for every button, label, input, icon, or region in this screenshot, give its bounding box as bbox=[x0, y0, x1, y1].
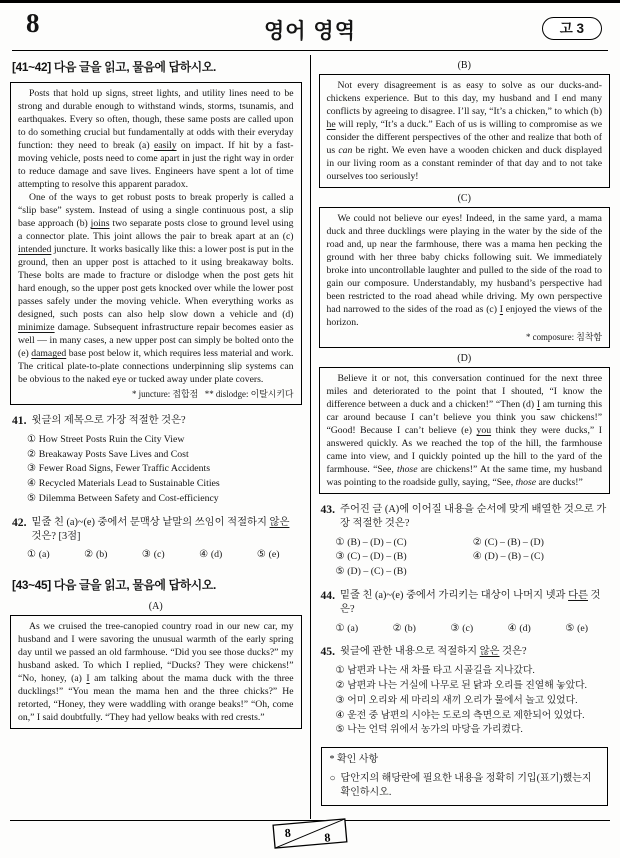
right-column bbox=[319, 55, 611, 819]
option-item bbox=[142, 548, 165, 563]
option-item bbox=[199, 548, 222, 563]
option-item bbox=[84, 548, 107, 563]
passage-d-box bbox=[319, 367, 611, 494]
passage-c-box bbox=[319, 207, 611, 348]
option-label: (d) bbox=[210, 549, 223, 561]
option-marker: ② bbox=[27, 448, 36, 460]
option-label: (d) bbox=[519, 622, 531, 634]
question-44-options bbox=[336, 622, 589, 637]
option-label: Dilemma Between Safety and Cost-efficiency bbox=[38, 492, 219, 504]
question-stem: 주어진 글 (A)에 이어질 내용을 순서에 맞게 배열한 것으로 가장 적절한 것은? bbox=[340, 504, 607, 529]
option-item bbox=[508, 622, 531, 637]
option-item bbox=[336, 709, 611, 724]
option-label: (b) bbox=[404, 622, 416, 634]
notice-text: 답안지의 해당란에 필요한 내용을 정확히 기입(표기)했는지 확인하시오. bbox=[340, 773, 592, 798]
passage-paragraph: Not every disagreement is as easy to solve as our ducks-and-chickens experience. But to this day, my husband and I end many conflicts by agreeing to disagree. I’ll say, “It’s a chicken,” to which (b) he will reply, “It’s a duck.” Each of us is willing to compromise as we consider the different perspectives of the other and realize that both of us can be right. We even have a wooden chicken and duck displayed in our living room as a constant reminder of that day and to not take ourselves too seriously! bbox=[326, 80, 602, 182]
passage-d-label: (D) bbox=[457, 353, 472, 364]
option-marker: ② bbox=[335, 679, 345, 691]
option-item bbox=[336, 536, 473, 551]
option-item bbox=[473, 550, 610, 565]
option-marker: ① bbox=[335, 665, 345, 677]
option-item bbox=[336, 622, 359, 637]
option-label: How Street Posts Ruin the City View bbox=[38, 433, 185, 445]
option-label: (e) bbox=[268, 549, 280, 561]
check-notice-box bbox=[321, 747, 609, 806]
option-item bbox=[27, 548, 50, 563]
passage-paragraph: One of the ways to get robust posts to break properly is called a “slip base” system. Instead of using a single continuous post, a slip base approach (b) joins two separate posts close to ground level using a connector plate. This joint allows the pair to break apart at an (c) intended juncture. It works basically like this: a lower post is put in the ground, then an upper post is attached to it using breakaway bolts. These bolts are made to fracture or dislodge when the post gets hit hard enough, so the upper post gets knocked over while the lower post passes safely under the moving vehicle. When everything works as designed, such posts can also help slow down a vehicle and (d) minimize damage. Subsequent infrastructure repair becomes easier as well — in many cases, a new upper post can simply be bolted onto the (e) damaged base post below it, which requires less material and work. The critical plate-to-plate connections underpinning slip systems can be obvious to the naked eye or tucked away under plate covers. bbox=[18, 192, 294, 385]
option-marker: ③ bbox=[335, 694, 345, 706]
option-marker: ④ bbox=[335, 709, 345, 721]
option-label: (c) bbox=[153, 549, 165, 561]
question-41-options bbox=[27, 433, 302, 507]
question-44 bbox=[321, 589, 611, 636]
option-item bbox=[565, 622, 588, 637]
option-marker: ④ bbox=[472, 551, 482, 563]
page-number: 8 bbox=[26, 8, 40, 38]
option-label: (a) bbox=[347, 622, 359, 634]
option-label: (a) bbox=[38, 549, 50, 561]
option-marker: ② bbox=[472, 536, 482, 548]
passage-paragraph: As we cruised the tree-canopied country road in our new car, my husband and I were savoring the unusual warmth of the early spring day until we passed an old farmhouse. “Did you see those ducks?” my husband asked. To which I replied, “Ducks? They were chickens!” “No, honey, (a) I am talking about the mama duck with the three ducklings!” “You mean the mama hen and the three chicks?” He retorted, “Honey, they were waddling with orange beaks!” “Oh, come on,” I said doubtfully. “They had yellow beaks with red crests.” bbox=[18, 621, 294, 724]
left-column bbox=[10, 55, 302, 819]
question-43-options bbox=[336, 536, 611, 580]
two-column-body bbox=[10, 55, 610, 819]
option-item bbox=[336, 565, 473, 580]
page-footer bbox=[10, 820, 610, 845]
option-label: 나는 언덕 위에서 농가의 마당을 가리켰다. bbox=[347, 724, 523, 736]
page-total: 8 bbox=[323, 830, 331, 845]
option-item bbox=[336, 723, 611, 738]
question-stem: 밑줄 친 (a)~(e) 중에서 문맥상 낱말의 쓰임이 적절하지 않은 것은? [3점] bbox=[31, 516, 290, 542]
option-marker: ① bbox=[335, 622, 345, 634]
instruction-43-45: [43~45] 다음 글을 읽고, 물음에 답하시오. bbox=[12, 578, 216, 593]
option-item bbox=[336, 694, 611, 709]
option-label: 운전 중 남편의 시야는 도로의 측면으로 제한되어 있었다. bbox=[347, 709, 585, 721]
option-item bbox=[257, 548, 280, 563]
option-marker: ② bbox=[392, 622, 402, 634]
passage-paragraph: We could not believe our eyes! Indeed, in the same yard, a mama duck and three ducklings were playing in the water by the side of the road and, up near the farmhouse, there was a mama hen pecking the ground with her three baby chicks following suit. We immediately broke into uncontrollable laughter and pulled to the side of the road to gain our composure. Understandably, my husband’s perspective had been restricted to the road ahead while driving. My own perspective had narrowed to the sides of the road as (c) I enjoyed the views of the horizon. bbox=[326, 213, 602, 328]
exam-section-title: 영어 영역 bbox=[264, 20, 356, 43]
option-marker: ① bbox=[27, 433, 36, 445]
option-marker: ④ bbox=[199, 549, 208, 561]
option-marker: ③ bbox=[450, 622, 460, 634]
option-item bbox=[27, 477, 302, 492]
option-label: (B) – (D) – (C) bbox=[347, 536, 407, 548]
option-item bbox=[336, 664, 611, 679]
option-marker: ① bbox=[27, 549, 36, 561]
option-label: 남편과 나는 새 차를 타고 시골길을 지나갔다. bbox=[347, 665, 535, 677]
option-item bbox=[27, 492, 302, 507]
option-item bbox=[450, 622, 473, 637]
question-stem: 윗글에 관한 내용으로 적절하지 않은 것은? bbox=[340, 646, 527, 658]
option-item bbox=[27, 448, 302, 463]
top-border-bar bbox=[0, 0, 620, 3]
option-label: (C) – (B) – (D) bbox=[484, 536, 544, 548]
option-label: 남편과 나는 거실에 나무로 된 닭과 오리를 진열해 놓았다. bbox=[347, 679, 588, 691]
page-header bbox=[12, 6, 608, 51]
option-label: Recycled Materials Lead to Sustainable Cities bbox=[38, 478, 220, 490]
option-marker: ③ bbox=[141, 549, 151, 561]
passage-paragraph: Posts that hold up signs, street lights, and utility lines need to be strong and durable enough to withstand winds, storms, tsunamis, and earthquakes. Every so often, though, these same posts are called upon to do something crucial but fundamentally at odds with their everyday function: they need to break (a) easily on impact. If hit by a fast-moving vehicle, posts need to come apart in just the right way in order to reduce damage and save lives. Engineers have spent a lot of time attempting to resolve this apparent paradox. bbox=[18, 88, 294, 190]
question-number: 44. bbox=[320, 588, 335, 602]
option-marker: ⑤ bbox=[335, 566, 345, 578]
option-label: (D) – (C) – (B) bbox=[347, 566, 407, 578]
passage-paragraph: Believe it or not, this conversation continued for the next three miles and deteriorated to the point that I shouted, “I know the difference between a duck and a chicken!” “Then (d) I am turning this car around because I can’t believe you think you saw chickens!” “Good! Because I can’t believe (e) you think they were ducks,” I answered quickly. As we reached the top of the hill, the farmhouse came into view, and I quickly pointed up the hill to the yard of the farmhouse. “See, those are chickens!” At the same time, my husband was pointing to the roadside gully, saying, “See, those are ducks!” bbox=[326, 373, 602, 488]
option-marker: ⑤ bbox=[565, 622, 575, 634]
question-number: 43. bbox=[320, 503, 335, 516]
option-label: (c) bbox=[462, 622, 474, 634]
option-marker: ⑤ bbox=[27, 492, 36, 504]
grade-badge: 고 3 bbox=[542, 17, 602, 40]
question-41 bbox=[12, 414, 302, 507]
question-43 bbox=[321, 503, 611, 580]
passage-footnote: * composure: 침착함 bbox=[525, 332, 602, 342]
option-item bbox=[27, 433, 302, 448]
option-marker: ⑤ bbox=[256, 549, 266, 561]
asterisk-bullet-icon: * bbox=[329, 754, 335, 766]
passage-b-box bbox=[319, 74, 611, 188]
question-number: 41. bbox=[12, 414, 27, 427]
option-marker: ③ bbox=[27, 463, 36, 475]
option-label: Fewer Road Signs, Fewer Traffic Accidents bbox=[38, 463, 211, 475]
option-label: (b) bbox=[95, 549, 108, 561]
option-marker: ④ bbox=[507, 622, 517, 634]
option-marker: ④ bbox=[27, 478, 36, 490]
passage-c-label: (C) bbox=[457, 193, 471, 204]
question-42-options bbox=[27, 548, 280, 563]
passage-footnote: * juncture: 접합점 ** dislodge: 이탈시키다 bbox=[131, 389, 294, 399]
option-item bbox=[393, 622, 416, 637]
passage-b-label: (B) bbox=[457, 60, 471, 71]
option-label: 어미 오리와 세 마리의 새끼 오리가 물에서 놀고 있었다. bbox=[347, 694, 578, 706]
option-label: Breakaway Posts Save Lives and Cost bbox=[38, 448, 189, 460]
circle-bullet-icon: ○ bbox=[329, 773, 336, 785]
question-stem: 밑줄 친 (a)~(e) 중에서 가리키는 대상이 나머지 넷과 다른 것은? bbox=[340, 589, 601, 615]
option-item bbox=[336, 679, 611, 694]
option-label: (e) bbox=[577, 622, 588, 634]
option-marker: ② bbox=[84, 549, 93, 561]
passage-41-42-box bbox=[10, 82, 302, 405]
passage-a-label: (A) bbox=[148, 601, 163, 613]
option-marker: ③ bbox=[335, 551, 345, 563]
page-indicator-box bbox=[262, 814, 358, 854]
question-42 bbox=[12, 516, 302, 563]
question-45-options bbox=[336, 664, 611, 738]
option-item bbox=[27, 462, 302, 477]
instruction-41-42: [41~42] 다음 글을 읽고, 물음에 답하시오. bbox=[12, 60, 216, 74]
notice-title: 확인 사항 bbox=[337, 754, 379, 766]
question-number: 42. bbox=[12, 515, 27, 529]
option-label: (C) – (D) – (B) bbox=[347, 551, 407, 563]
option-item bbox=[473, 536, 610, 551]
page-current: 8 bbox=[284, 825, 292, 841]
option-item bbox=[336, 550, 473, 565]
question-45 bbox=[321, 645, 611, 738]
question-number: 45. bbox=[320, 645, 335, 659]
passage-a-box bbox=[10, 615, 302, 729]
question-stem: 윗글의 제목으로 가장 적절한 것은? bbox=[31, 415, 186, 426]
option-marker: ⑤ bbox=[335, 724, 345, 736]
option-marker: ① bbox=[335, 536, 345, 548]
option-label: (D) – (B) – (C) bbox=[484, 551, 544, 563]
